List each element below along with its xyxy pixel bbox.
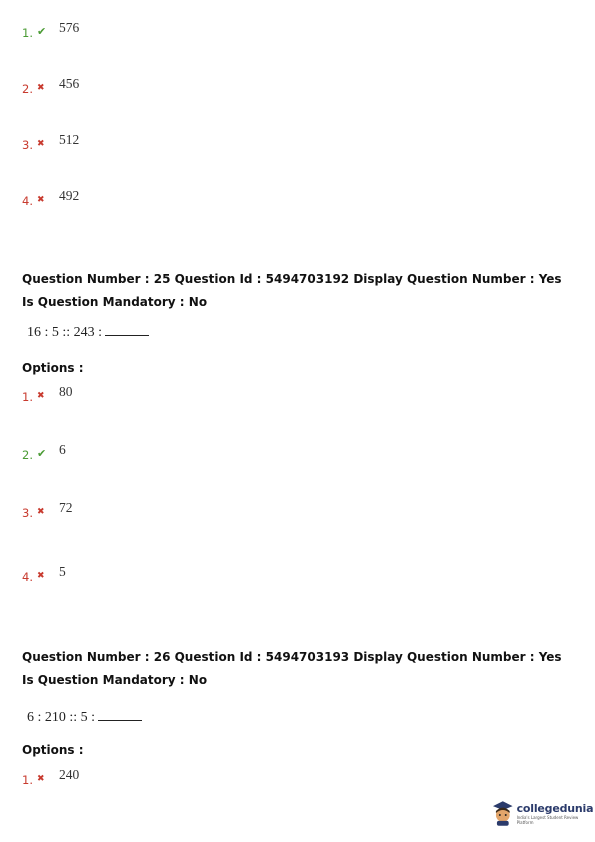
option-number: 1. <box>22 390 33 404</box>
option-value: 492 <box>58 188 80 203</box>
option-4 <box>22 188 79 208</box>
option-value: 72 <box>58 500 73 515</box>
option-number: 2. <box>22 448 33 462</box>
option-value: 5 <box>58 564 66 579</box>
collegedunia-logo <box>492 800 595 826</box>
question-25-header: Question Number : 25 Question Id : 5494703192 Display Question Number : Yes Is Question Mandatory : No <box>22 272 562 309</box>
cross-icon: ✖ <box>36 139 45 149</box>
option-3 <box>22 132 79 152</box>
option-1 <box>22 767 79 787</box>
cross-icon: ✖ <box>36 391 45 401</box>
question-expression: 6 : 210 :: 5 : <box>27 710 96 725</box>
cross-icon: ✖ <box>36 83 45 93</box>
check-icon: ✔ <box>36 447 47 460</box>
options-label: Options : <box>22 743 84 757</box>
logo-tagline: India's Largest Student Review Platform <box>516 814 579 825</box>
option-3 <box>22 500 72 520</box>
question-expression: 16 : 5 :: 243 : <box>27 325 103 340</box>
option-value: 512 <box>58 132 80 147</box>
cross-icon: ✖ <box>36 774 45 784</box>
option-value: 240 <box>58 767 80 782</box>
option-number: 1. <box>22 773 33 787</box>
answer-blank <box>105 323 149 336</box>
graduate-mascot-icon <box>492 800 514 826</box>
option-number: 3. <box>22 138 33 152</box>
option-2 <box>22 442 66 462</box>
question-25-text <box>27 323 149 341</box>
answer-blank <box>98 708 142 721</box>
option-value: 456 <box>58 76 80 91</box>
option-number: 1. <box>22 26 33 40</box>
option-value: 6 <box>58 442 66 457</box>
cross-icon: ✖ <box>36 195 45 205</box>
option-value: 576 <box>58 20 80 35</box>
check-icon: ✔ <box>36 25 47 38</box>
cross-icon: ✖ <box>36 507 45 517</box>
cross-icon: ✖ <box>36 571 45 581</box>
logo-name: collegedunia <box>516 801 594 815</box>
question-26-text <box>27 708 142 726</box>
option-4 <box>22 564 66 584</box>
options-label: Options : <box>22 361 84 375</box>
option-1 <box>22 20 79 40</box>
option-number: 4. <box>22 570 33 584</box>
option-number: 4. <box>22 194 33 208</box>
option-number: 3. <box>22 506 33 520</box>
option-1 <box>22 384 72 404</box>
option-2 <box>22 76 79 96</box>
question-26-header: Question Number : 26 Question Id : 5494703193 Display Question Number : Yes Is Question Mandatory : No <box>22 650 562 687</box>
option-number: 2. <box>22 82 33 96</box>
option-value: 80 <box>58 384 73 399</box>
